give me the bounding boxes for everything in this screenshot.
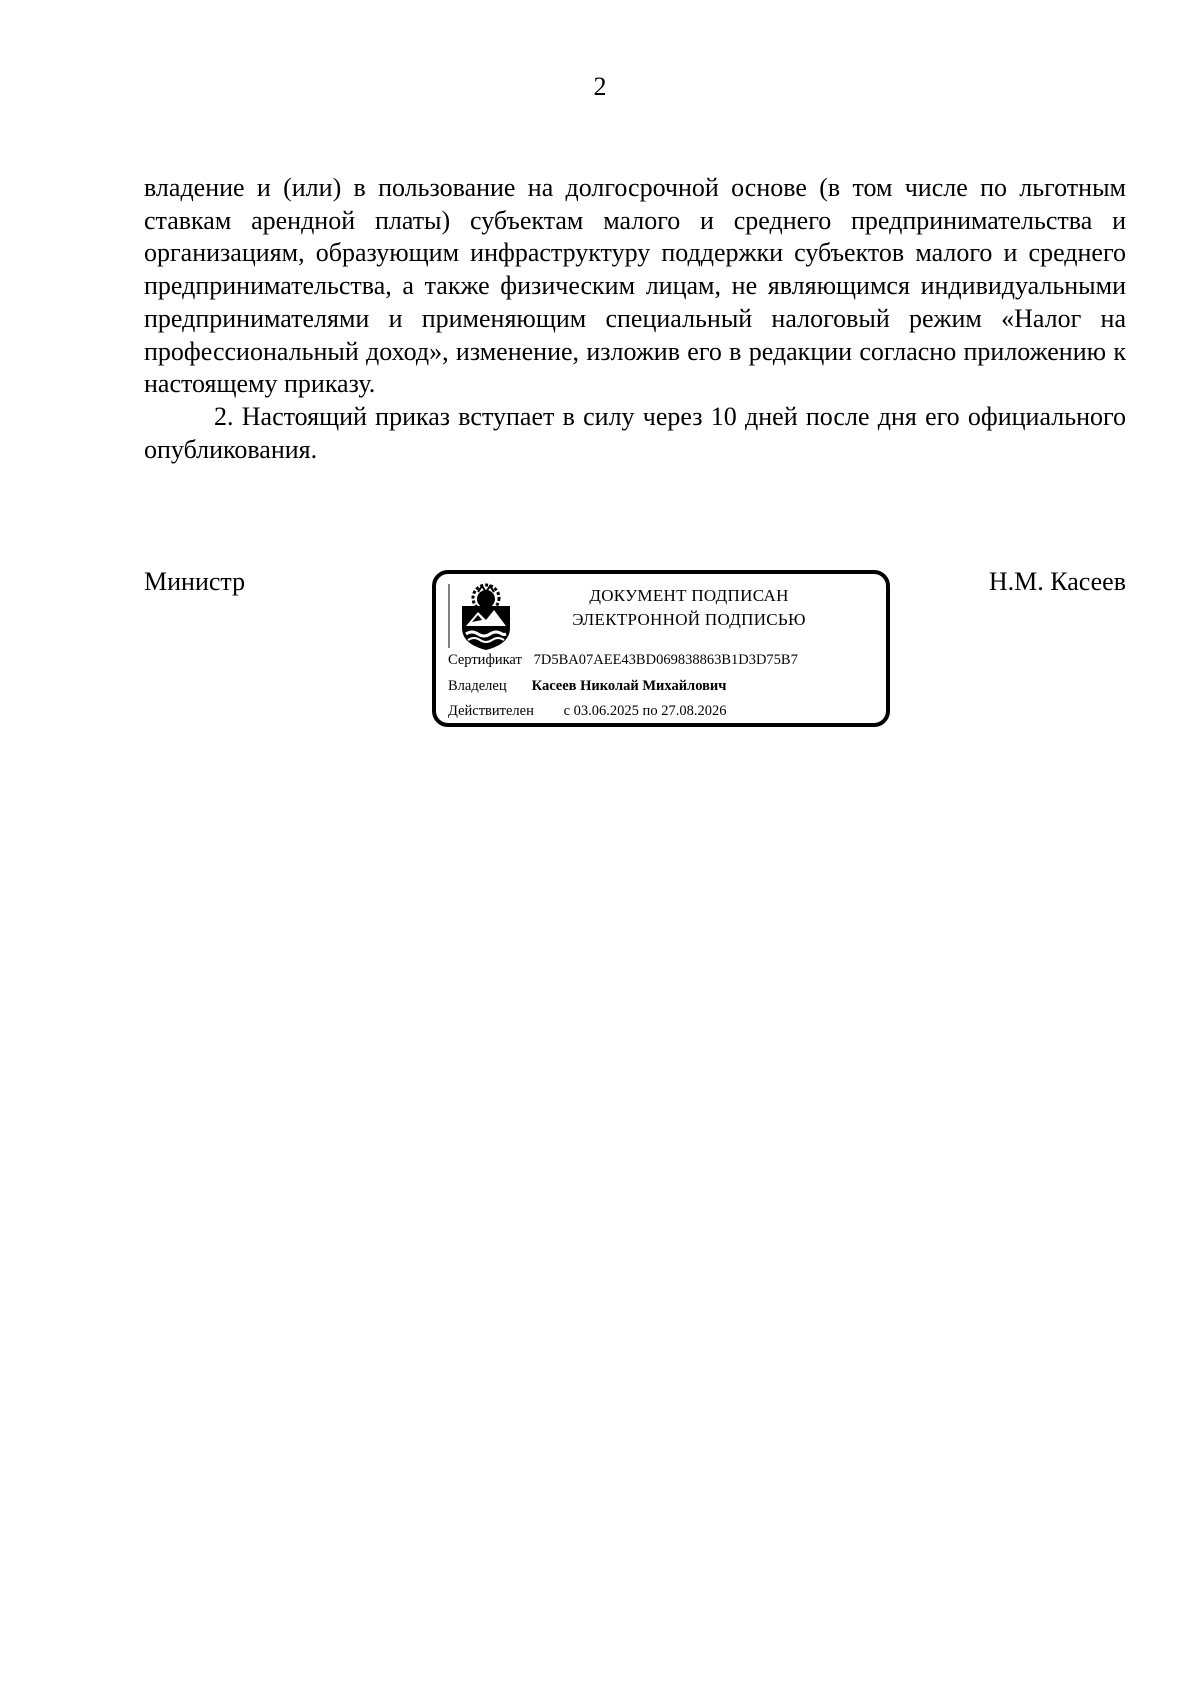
stamp-heading xyxy=(528,584,850,632)
stamp-validity-row xyxy=(448,701,726,721)
certificate-value: 7D5BA07AEE43BD069838863B1D3D75B7 xyxy=(533,652,798,668)
electronic-signature-stamp xyxy=(432,570,890,727)
paragraph-1: владение и (или) в пользование на долгосрочной основе (в том числе по льготным ставкам арендной платы) субъектам малого и среднего предпринимательства и организациям, образующим инфраструктуру поддержки субъектов малого и среднего предпринимательства, а также физическим лицам, не являющимся индивидуальными предпринимателями и применяющим специальный налоговый режим «Налог на профессиональный доход», изменение, изложив его в редакции согласно приложению к настоящему приказу. xyxy=(144,173,1126,399)
document-body xyxy=(144,172,1126,466)
stamp-heading-line-2: ЭЛЕКТРОННОЙ ПОДПИСЬЮ xyxy=(572,610,806,629)
signer-position: Министр xyxy=(144,567,246,596)
paragraph-2: 2. Настоящий приказ вступает в силу через 10 дней после дня его официального опубликования. xyxy=(144,401,1126,464)
stamp-certificate-row xyxy=(448,650,798,670)
stamp-owner-row xyxy=(448,676,726,696)
certificate-label: Сертификат xyxy=(448,652,522,668)
page-number: 2 xyxy=(593,72,607,101)
valid-label: Действителен xyxy=(448,703,534,719)
owner-label: Владелец xyxy=(448,678,507,694)
valid-value: с 03.06.2025 по 27.08.2026 xyxy=(563,703,727,719)
signer-name: Н.М. Касеев xyxy=(988,567,1126,596)
stamp-heading-line-1: ДОКУМЕНТ ПОДПИСАН xyxy=(589,586,789,605)
coat-of-arms-icon xyxy=(448,582,518,652)
owner-value: Касеев Николай Михайлович xyxy=(531,678,727,694)
